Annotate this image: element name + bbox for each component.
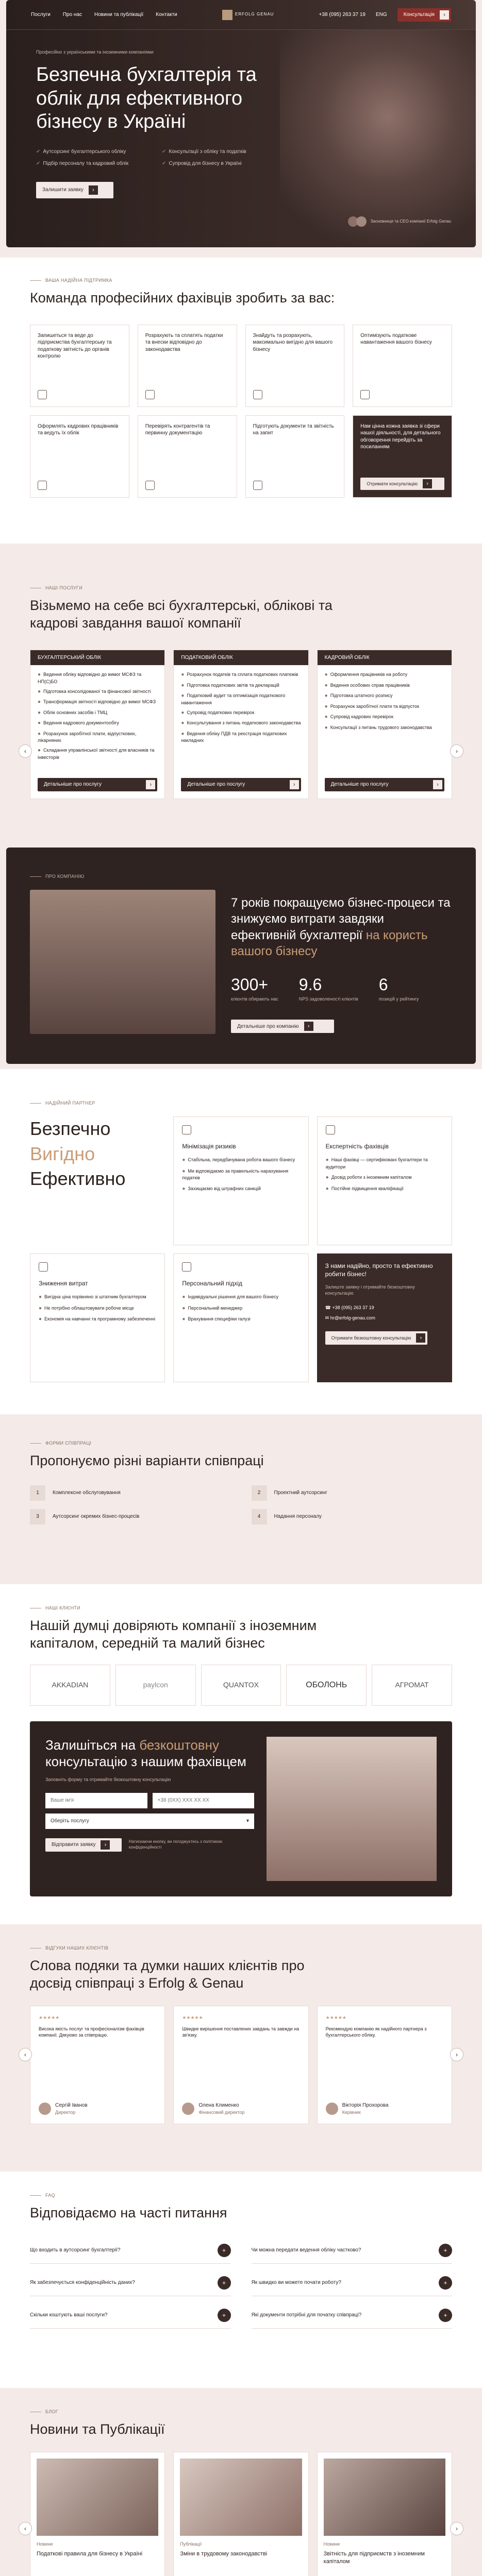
client-logo: АГРОМАТ [372,1665,452,1706]
why-card: Зниження витрат ● Вигідна ціна порівняно зі штатним бухгалтером ● Не потрібно облаштовувати робоче місце ● Економія на навчанні та програмному забезпеченні [30,1253,165,1382]
nav-about[interactable]: Про нас [62,11,82,18]
phone-link[interactable]: ☎ +38 (095) 263 37 19 [325,1304,374,1310]
hero-bullet: ✔ Аутсорсинг бухгалтерського обліку [36,148,126,155]
hero-bullet: ✔ Супровід для бізнесу в Україні [162,161,242,167]
section-kicker: БЛОГ [30,2409,452,2415]
stat: 9.6 NPS задоволеності клієнтів [298,975,358,1002]
forms-section [0,1414,482,1584]
name-input[interactable] [45,1793,147,1808]
news-card[interactable]: Новини Звітність для підприємств з іноземним капіталом [317,2452,452,2576]
section-title: Пропонуємо різні варіанти співпраці [30,1453,264,1469]
client-logo: ОБОЛОНЬ [286,1665,367,1706]
avatar [326,2103,338,2115]
team-card: Перевірять контрагентів та первинну документацію [138,415,237,498]
form-item: 2 Проектний аутсорсинг [252,1485,453,1501]
service-details-button[interactable]: Детальніше про послугу › [325,778,444,791]
star-icon [326,1125,335,1134]
shield-icon [182,1125,191,1134]
form-item: 1 Комплексне обслуговування [30,1485,231,1501]
services-grid [30,650,452,799]
client-logo: QUANTOX [201,1665,281,1706]
email-link[interactable]: ✉ hr@erfolg-genau.com [325,1315,375,1320]
service-card-header: ПОДАТКОВИЙ ОБЛІК [174,650,308,666]
review-card: ★★★★★ Швидке вирішення поставлених завдань та завжди на зв'язку. Олена Клименко Фінансовий директор [173,2006,308,2124]
header-consult-button[interactable]: Консультація › [397,8,451,22]
service-list: ● Оформлення працівників на роботу ● Ведення особових справ працівників ● Підготовка штатного розпису ● Розрахунок заробітної плати та відпусток ● Супровід кадрових перевірок ● Консультації з питань трудового законодавства [324,672,432,731]
plus-icon: + [218,2276,231,2290]
carousel-prev-button[interactable]: ‹ [19,2048,32,2061]
hero-section [6,0,476,247]
founder-badge: Засновниця та СЕО компанії Erfolg Genau [348,216,451,227]
number-badge: 3 [30,1509,45,1524]
team-card: Знайдуть та розрахують, максимально вигідно для вашого бізнесу [245,325,345,407]
briefcase-icon [253,481,262,490]
team-card: Розрахують та сплатять податки та внески відповідно до законодавства [138,325,237,407]
service-card [173,650,308,799]
number-badge: 1 [30,1485,45,1501]
team-cta-card: Нам цінна кожна заявка зі сфери нашої діяльності, для детального обговорення перейдіть за посиланням Отримати консультацію › [353,415,452,498]
chart-icon [360,390,370,399]
avatar [182,2103,194,2115]
about-section [6,848,476,1064]
news-image [180,2459,302,2536]
hero-bullets [36,148,278,167]
hero-bullet: ✔ Підбір персоналу та кадровий облік [36,161,129,167]
logo[interactable]: ERFOLG GENAU [222,10,274,20]
nav-news[interactable]: Новини та публікації [94,11,144,18]
news-image [324,2459,445,2536]
service-list: ● Розрахунок податків та сплата податкових платежів ● Підготовка податкових звітів та декларацій ● Податковий аудит та оптимізація податкового навантаження ● Супровід податкових перевірок ● Консультування з питань податкового законодавства ● Ведення обліку ПДВ та реєстрація податкових накладних [181,672,301,743]
faq-grid [30,2238,452,2329]
lang-switch[interactable]: ENG [375,11,387,18]
carousel-prev-button[interactable]: ‹ [19,2522,32,2535]
calculator-icon [145,390,155,399]
form-item: 4 Надання персоналу [252,1509,453,1524]
plus-icon: + [439,2276,452,2290]
news-grid [30,2452,452,2576]
stat: 300+ клієнтів обирають нас [231,975,278,1002]
faq-item[interactable]: Скільки коштують ваші послуги? + [30,2302,231,2329]
carousel-next-button[interactable]: › [450,2522,463,2535]
service-list: ● Ведення обліку відповідно до вимог МСФЗ та НП(С)БО ● Підготовка консолідованої та фінансової звітності ● Трансформація звітності відповідно до вимог МСФЗ ● Облік основних засобів і ТМЦ ● Ведення кадрового документообігу ● Розрахунок заробітної плати, відпусткових, лікарняних ● Складання управлінської звітності для власників та інвесторів [38,672,156,760]
avatar [356,216,367,227]
eye-icon [145,481,155,490]
stat: 6 позицій у рейтингу [378,975,419,1002]
hero-title: Безпечна бухгалтерія та облік для ефективного бізнесу в Україні [36,64,257,133]
team-card: Оформлять кадрових працівників та ведуть їх облік [30,415,129,498]
faq-item[interactable]: Чи можна передати ведення обліку частково? + [252,2238,453,2264]
faq-item[interactable]: Як забезпечується конфіденційність даних? + [30,2270,231,2296]
carousel-next-button[interactable]: › [450,2048,463,2061]
plus-icon: + [218,2309,231,2322]
about-details-button[interactable]: Детальніше про компанію › [231,1020,334,1033]
why-cta-card: З нами надійно, просто та ефективно робити бізнес! Залиште заявку і отримайте безкоштовну консультацію ☎ +38 (095) 263 37 19 ✉ hr@erfolg-genau.com Отримати безкоштовну консультацію › [317,1253,452,1382]
faq-item[interactable]: Як швидко ви можете почати роботу? + [252,2270,453,2296]
nav-contacts[interactable]: Контакти [156,11,177,18]
plus-icon: + [439,2244,452,2257]
clients-logos [30,1665,452,1706]
logo-icon [222,10,232,20]
rating-stars: ★★★★★ [325,2014,346,2020]
user-icon [182,1262,191,1272]
hero-kicker: Професійно з українськими та іноземними компаніями [36,49,154,55]
section-title: Нашій думці довіряють компанії з іноземним капіталом, середній та малий бізнес [30,1618,317,1651]
service-card-header: БУХГАЛТЕРСЬКИЙ ОБЛІК [30,650,164,666]
consultant-photo [267,1737,437,1881]
team-card: Підготують документи та звітність на запит [245,415,345,498]
section-kicker: НАДІЙНИЙ ПАРТНЕР [30,1100,452,1106]
review-card: ★★★★★ Рекомендую компанію як надійного партнера з бухгалтерського обліку. Вікторія Прохорова Керівник [317,2006,452,2124]
client-logo: paylcon [115,1665,196,1706]
service-card [30,650,165,799]
carousel-prev-button[interactable]: ‹ [19,744,32,758]
services-section [0,544,482,848]
service-details-button[interactable]: Детальніше про послугу › [181,778,301,791]
rating-stars: ★★★★★ [182,2014,203,2020]
hero-photo [280,30,476,247]
hero-cta-button[interactable]: Залишити заявку › [36,182,113,198]
search-icon [253,390,262,399]
why-section [0,1069,482,1414]
team-consult-button[interactable]: Отримати консультацію › [360,478,444,490]
about-title: 7 років покращуємо бізнес-процеси та знижуємо витрати завдяки ефективній бухгалтерії на користь вашого бізнесу [231,896,451,958]
header [6,0,476,30]
team-section [0,258,482,544]
consent-text: Натискаючи кнопку, ви погоджуєтесь з політикою конфіденційності [128,1839,223,1850]
service-select[interactable]: Оберіть послугу ▾ [45,1814,254,1829]
service-details-button[interactable]: Детальніше про послугу › [38,778,157,791]
coins-icon [39,1262,48,1272]
news-card[interactable]: Новини Податкові правила для бізнесу в Україні [30,2452,165,2576]
hero-bullet: ✔ Консультації з обліку та податків [162,148,246,155]
section-title: Новини та Публікації [30,2421,165,2437]
section-kicker: НАШІ КЛІЄНТИ [30,1605,452,1611]
faq-item[interactable]: Що входить в аутсорсинг бухгалтерії? + [30,2238,231,2264]
document-icon [38,390,47,399]
number-badge: 4 [252,1509,267,1524]
consult-submit-button[interactable]: Відправити заявку › [45,1838,122,1852]
why-consult-button[interactable]: Отримати безкоштовну консультацію › [325,1331,428,1345]
form-item: 3 Аутсорсинг окремих бізнес-процесів [30,1509,231,1524]
plus-icon: + [439,2309,452,2322]
faq-section [0,2172,482,2388]
forms-grid [30,1485,452,1524]
client-logo: AKKADIAN [30,1665,110,1706]
chevron-down-icon: ▾ [246,1818,249,1824]
reviews-grid [30,2006,452,2124]
section-title: Відповідаємо на часті питання [30,2205,227,2221]
consult-form-card: Залишіться на безкоштовну консультацію з нашим фахівцем Заповніть форму та отримайте безкоштовну консультацію Ваше ім'я +38 (0XX) XXX XX XX Оберіть послугу ▾ Відправити заявку › Натискаючи кнопку, ви погоджуєтесь з політикою конфіденційності [30,1721,452,1896]
about-photo [30,890,215,1034]
plus-icon: + [218,2244,231,2257]
consult-title: Залишіться на безкоштовну консультацію з нашим фахівцем [45,1737,246,1770]
team-card: Оптимізують податкове навантаження вашого бізнесу [353,325,452,407]
phone-link[interactable]: +38 (095) 263 37 19 [319,11,365,18]
why-card: Експертність фахівців ● Наші фахівці — сертифіковані бухгалтери та аудитори ● Досвід роботи з іноземним капіталом ● Постійне підвищення кваліфікації [317,1116,452,1245]
user-icon [38,481,47,490]
phone-input[interactable] [153,1793,255,1808]
main-nav [31,11,177,19]
section-title: Слова подяки та думки наших клієнтів про досвід співпраці з Erfolg & Genau [30,1958,305,1991]
section-kicker: ФОРМИ СПІВПРАЦІ [30,1440,452,1446]
section-kicker: ВАША НАДІЙНА ПІДТРИМКА [30,277,452,283]
section-kicker: ПРО КОМПАНІЮ [30,873,452,879]
why-card: Персональний підхід ● Індивідуальні рішення для вашого бізнесу ● Персональний менеджер ● Врахування специфіки галузі [173,1253,308,1382]
news-section [0,2388,482,2576]
about-stats [231,974,452,1002]
section-title: Візьмемо на себе всі бухгалтерські, облікові та кадрові завдання вашої компанії [30,598,333,631]
faq-item[interactable]: Які документи потрібні для початку співпраці? + [252,2302,453,2329]
section-kicker: FAQ [30,2192,452,2198]
review-card: ★★★★★ Висока якість послуг та професіоналізм фахівців компанії. Дякуємо за співпрацю. Сергій Іванов Директор [30,2006,165,2124]
service-card-header: КАДРОВИЙ ОБЛІК [318,650,452,666]
nav-services[interactable]: Послуги [31,11,51,18]
carousel-next-button[interactable]: › [450,744,463,758]
team-grid [30,325,452,498]
section-kicker: НАШІ ПОСЛУГИ [30,585,452,591]
reviews-section [0,1924,482,2172]
team-card: Запишеться та веде до підприємства бухгалтерську та податкову звітність до органів контролю [30,325,129,407]
news-card[interactable]: Публікації Зміни в трудовому законодавстві [173,2452,308,2576]
rating-stars: ★★★★★ [39,2014,60,2020]
section-title: Команда професійних фахівців зробить за вас: [30,290,335,306]
avatar [39,2103,51,2115]
clients-section [0,1584,482,1924]
service-card [317,650,452,799]
why-headline: Безпечно Вигідно Ефективно [30,1118,126,1190]
why-card: Мінімізація ризиків ● Стабільна, передбачувана робота вашого бізнесу ● Ми відповідаємо за правильність нарахування податків ● Захищаємо від штрафних санкцій [173,1116,308,1245]
news-image [37,2459,158,2536]
section-kicker: ВІДГУКИ НАШИХ КЛІЄНТІВ [30,1945,452,1951]
number-badge: 2 [252,1485,267,1501]
